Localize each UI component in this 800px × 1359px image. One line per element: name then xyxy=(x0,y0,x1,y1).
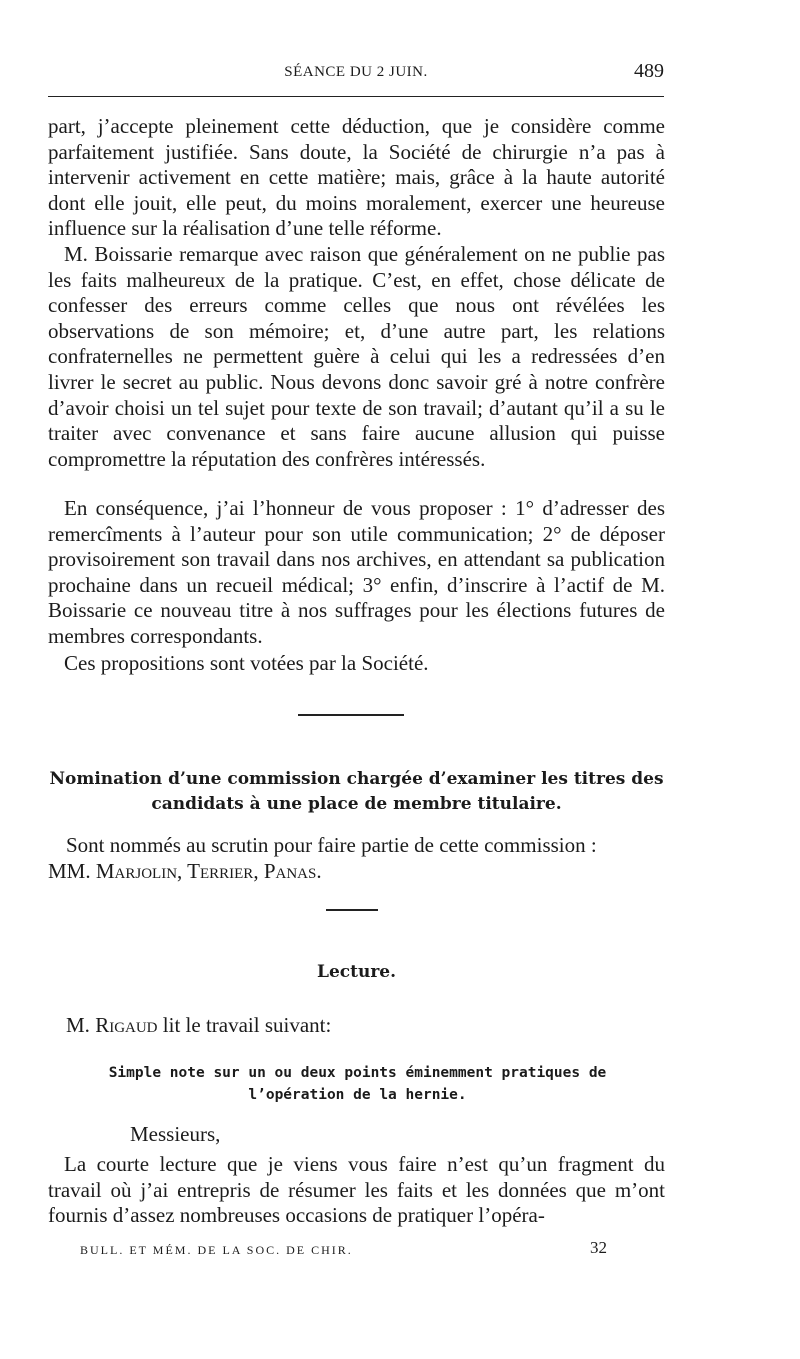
paragraph-vote: Ces propositions sont votées par la Société. xyxy=(64,651,429,675)
signature-number: 32 xyxy=(590,1238,607,1257)
lecture-prefix: M. xyxy=(66,1013,90,1037)
article-body: La courte lecture que je viens vous faire n’est qu’un fragment du travail où j’ai entrepris de résumer les faits et les données que m’ont fournis d’assez nombreuses occasions de pratiquer l’opéra- xyxy=(48,1152,665,1228)
commission-members-prefix: MM. xyxy=(48,858,91,883)
paragraph-proposals: En conséquence, j’ai l’honneur de vous proposer : 1° d’adresser des remercîments à l’auteur pour son utile communication; 2° de déposer provisoirement son travail dans nos archives, en attendant sa publication prochaine dans un recueil médical; 3° enfin, d’inscrire à l’actif de M. Boissarie ce nouveau titre à nos suffrages pour les élections futures de membres correspondants. xyxy=(48,496,665,648)
running-title: SÉANCE DU 2 JUIN. xyxy=(284,64,428,80)
paragraph-continuation: part, j’accepte pleinement cette déduction, que je considère comme parfaitement justifiée. Sans doute, la Société de chirurgie n’a pas à intervenir activement en cette matière; mais, grâce à la haute autorité dont elle jouit, elle peut, du moins moralement, exercer une heureuse influence sur la réalisation d’une telle réforme. xyxy=(48,114,665,241)
paragraph-boissarie-remark: M. Boissarie remarque avec raison que généralement on ne publie pas les faits malheureux de la pratique. C’est, en effet, chose délicate de confesser des erreurs comme celles que nous ont révélées les observations de son mémoire; et, d’une autre part, les relations confraternelles ne permettent guère à celui qui les a redressées d’en livrer le secret au public. Nous devons donc savoir gré à notre confrère d’avoir choisi un tel sujet pour texte de son travail; d’autant qu’il a su le traiter avec convenance et sans faire aucune allusion qui puisse compromettre la réputation des confrères intéressés. xyxy=(48,242,665,471)
article-title: Simple note sur un ou deux points éminemment pratiques de l’opération de la hernie. xyxy=(108,1065,607,1103)
lecture-speaker: Rigaud xyxy=(95,1013,158,1037)
lecture-text: lit le travail suivant: xyxy=(162,1013,332,1037)
commission-intro: Sont nommés au scrutin pour faire partie de cette commission : xyxy=(66,833,597,857)
commission-section-title: Nomination d’une commission chargée d’examiner les titres des candidats à une place de membre titulaire. xyxy=(49,769,664,814)
footer-signature: BULL. ET MÉM. DE LA SOC. DE CHIR. xyxy=(80,1243,353,1257)
article-salutation: Messieurs, xyxy=(130,1122,221,1146)
page-number: 489 xyxy=(634,60,664,82)
commission-paragraph xyxy=(48,833,665,884)
section-divider xyxy=(298,714,404,716)
page-header xyxy=(48,60,664,97)
lecture-section-title: Lecture. xyxy=(316,962,397,982)
lecture-intro xyxy=(48,1013,665,1039)
section-divider-short xyxy=(326,909,378,911)
commission-members: Marjolin, Terrier, Panas. xyxy=(95,858,322,883)
